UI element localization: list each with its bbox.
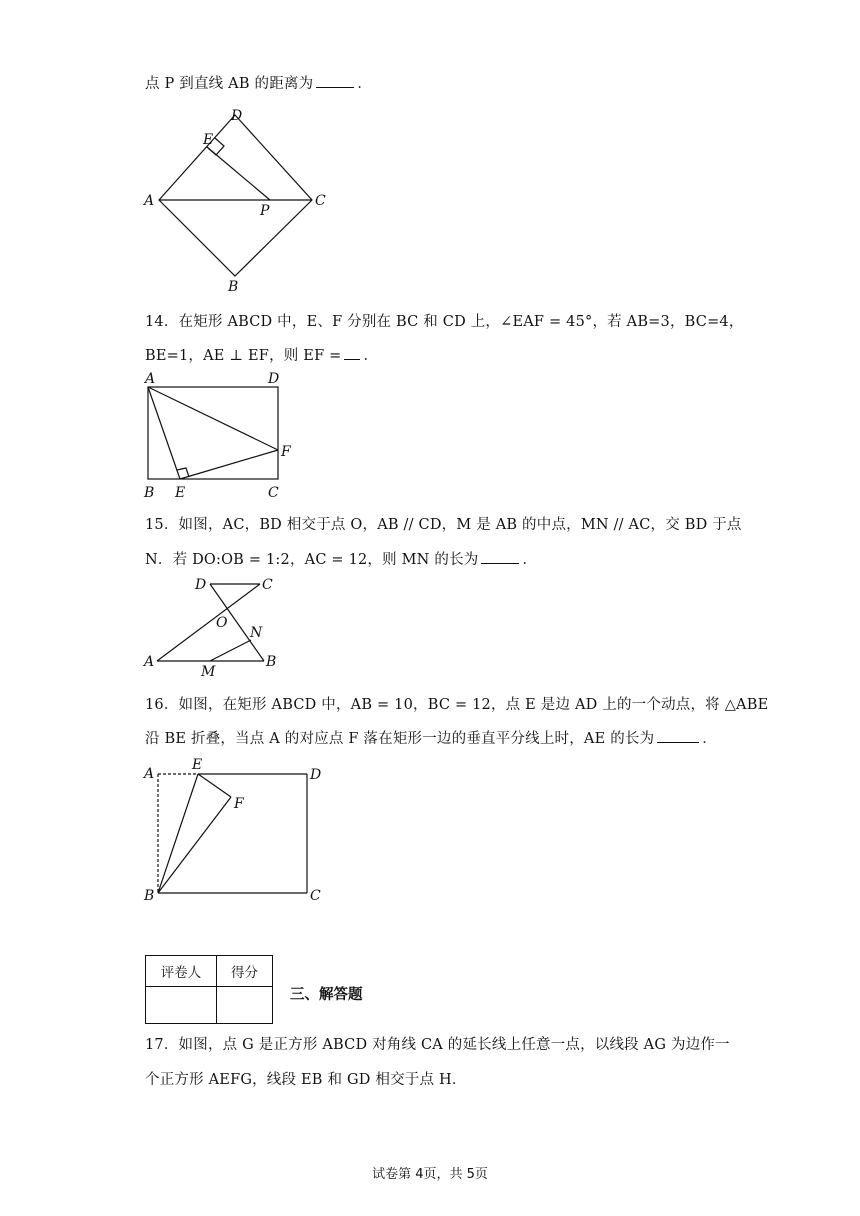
answer-blank <box>344 347 360 360</box>
q13-text: 点 P 到直线 AB 的距离为 <box>145 76 314 92</box>
q15-label-n: N <box>250 625 263 641</box>
q14-line2 <box>145 344 378 365</box>
q15-label-d: D <box>195 577 207 593</box>
q13-label-e: E <box>203 132 214 148</box>
q15-line1: 15．如图，AC，BD 相交于点 O，AB // CD，M 是 AB 的中点，MN // AC，交 BD 于点 <box>145 517 742 533</box>
q14-figure <box>140 368 310 503</box>
q16-label-f: F <box>234 796 244 812</box>
q14-label-a: A <box>145 371 156 387</box>
q13-line <box>145 72 372 93</box>
grader-table <box>145 955 273 1024</box>
q16-seg-ef <box>198 774 231 797</box>
q13-label-d: D <box>231 108 243 124</box>
q14-rect <box>148 387 278 479</box>
q15-figure <box>140 572 290 682</box>
grader-score-cell <box>217 987 273 1024</box>
q16-text: 沿 BE 折叠，当点 A 的对应点 F 落在矩形一边的垂直平分线上时，AE 的长为 <box>145 731 655 747</box>
q15-seg-ac <box>157 584 260 661</box>
q13-end: ． <box>357 76 373 92</box>
q15-label-c: C <box>262 577 273 593</box>
page-footer: 试卷第 4页，共 5页 <box>372 1167 488 1182</box>
q14-text: BE=1，AE ⊥ EF，则 EF = <box>145 348 342 364</box>
q14-label-d: D <box>268 371 280 387</box>
q13-quad <box>159 115 312 276</box>
q14-seg-ef <box>180 450 278 479</box>
q16-end: ． <box>702 731 717 747</box>
q16-line2 <box>145 727 717 748</box>
q15-line2 <box>145 548 537 569</box>
q14-label-f: F <box>281 444 291 460</box>
q16-seg-be <box>158 774 198 893</box>
q13-figure <box>140 105 340 295</box>
q14-line1: 14．在矩形 ABCD 中，E、F 分别在 BC 和 CD 上，∠EAF = 45°，若 AB=3，BC=4， <box>145 314 744 330</box>
q13-label-c: C <box>315 193 326 209</box>
grader-reviewer-cell <box>146 987 217 1024</box>
section-title: 三、解答题 <box>290 987 363 1003</box>
q14-seg-af <box>148 387 278 450</box>
q16-label-a: A <box>144 766 155 782</box>
answer-blank <box>481 551 519 564</box>
q16-seg-bf <box>158 797 231 893</box>
q15-seg-mn <box>210 640 251 661</box>
answer-blank <box>657 730 699 743</box>
q13-label-b: B <box>228 279 239 295</box>
q16-figure <box>140 752 340 912</box>
q15-label-b: B <box>266 654 277 670</box>
q16-label-c: C <box>310 888 321 904</box>
q14-label-c: C <box>268 485 279 501</box>
q15-label-o: O <box>216 615 228 631</box>
q15-label-m: M <box>201 664 216 680</box>
q15-label-a: A <box>144 654 155 670</box>
q17-line1: 17．如图，点 G 是正方形 ABCD 对角线 CA 的延长线上任意一点，以线段 AG 为边作一 <box>145 1037 730 1053</box>
q14-end: ． <box>363 348 379 364</box>
q13-label-a: A <box>144 193 155 209</box>
q15-text: N．若 DO:OB = 1:2，AC = 12，则 MN 的长为 <box>145 552 479 568</box>
q16-label-b: B <box>144 888 155 904</box>
q14-label-b: B <box>144 485 155 501</box>
q17-line2: 个正方形 AEFG，线段 EB 和 GD 相交于点 H． <box>145 1072 467 1088</box>
q16-label-d: D <box>310 767 322 783</box>
grader-header-reviewer: 评卷人 <box>146 956 217 987</box>
grader-header-score: 得分 <box>217 956 273 987</box>
q15-end: ． <box>522 552 538 568</box>
q13-label-p: P <box>260 203 270 219</box>
answer-blank <box>316 75 354 88</box>
q14-label-e: E <box>175 485 186 501</box>
q16-label-e: E <box>192 757 203 773</box>
q16-line1: 16．如图，在矩形 ABCD 中，AB = 10，BC = 12，点 E 是边 AD 上的一个动点，将 △ABE <box>145 697 769 713</box>
